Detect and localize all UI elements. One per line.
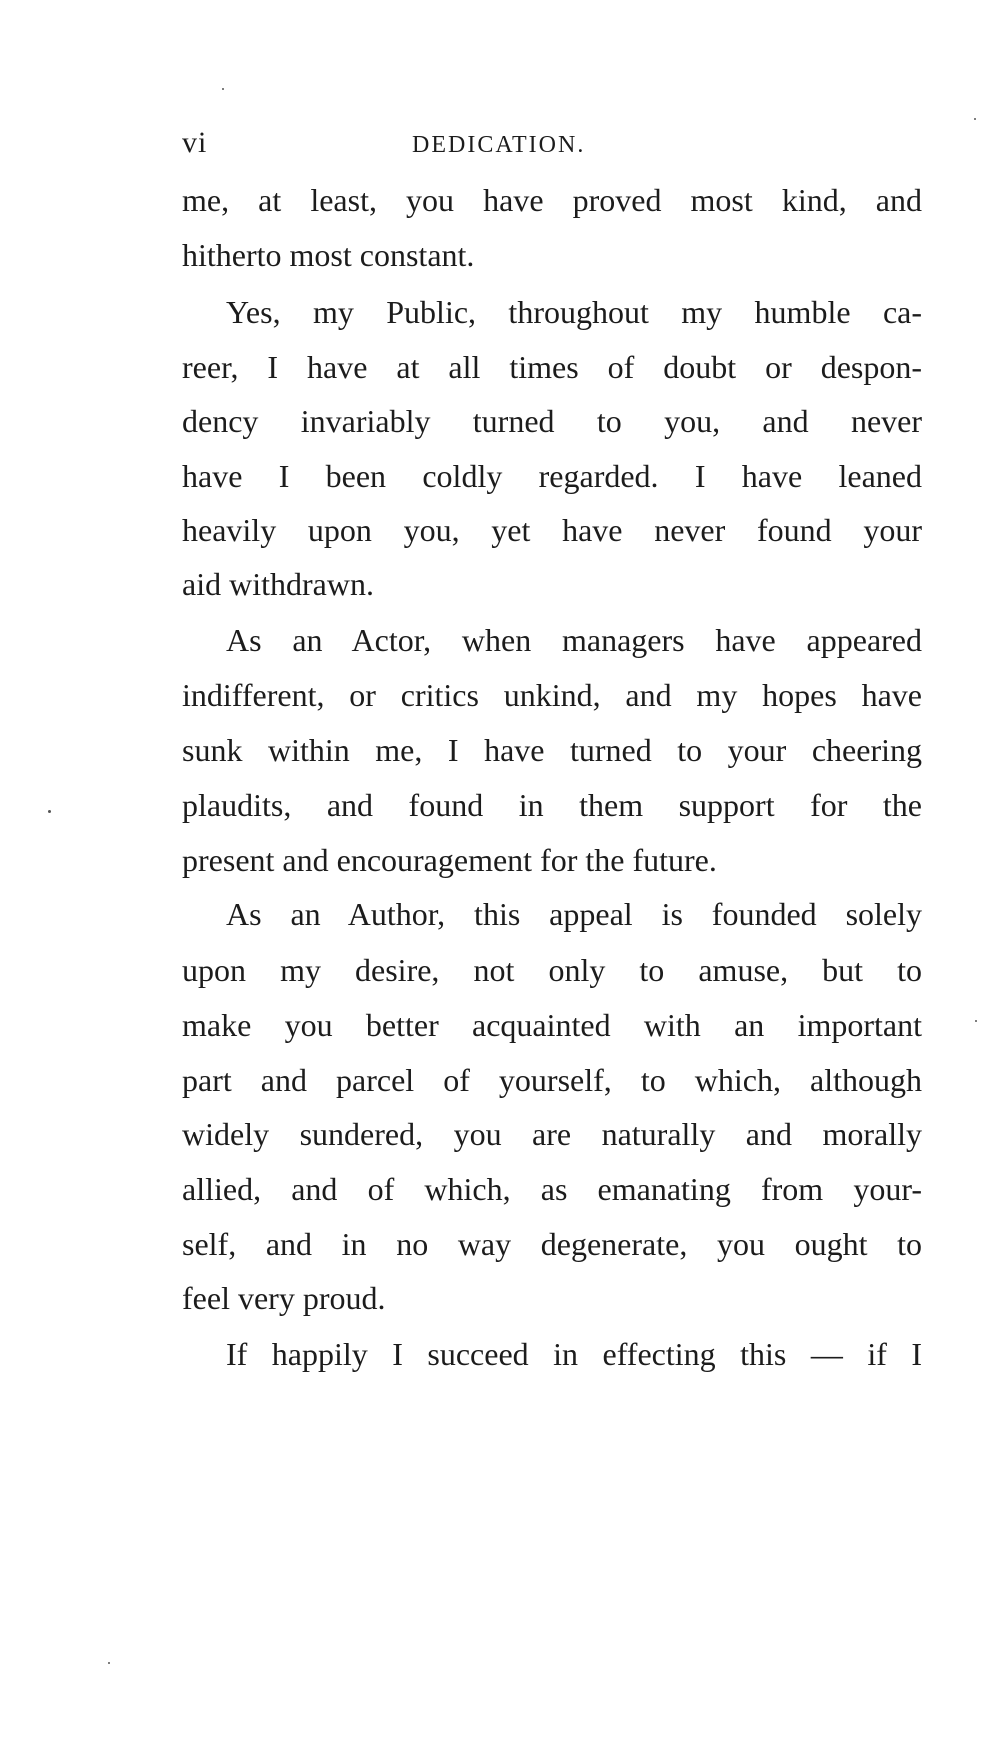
- running-header: [182, 126, 922, 166]
- text-line: allied, and of which, as emanating from your-: [182, 1171, 922, 1207]
- text-line: widely sundered, you are naturally and morally: [182, 1116, 922, 1152]
- text-line: have I been coldly regarded. I have leaned: [182, 458, 922, 494]
- paper-speck: [975, 1020, 977, 1022]
- text-line: make you better acquainted with an important: [182, 1007, 922, 1043]
- text-line: present and encouragement for the future.: [182, 842, 717, 878]
- text-line: part and parcel of yourself, to which, although: [182, 1062, 922, 1098]
- paragraph-first-line: Yes, my Public, throughout my humble ca-: [226, 294, 922, 330]
- text-line: dency invariably turned to you, and never: [182, 403, 922, 439]
- running-title: DEDICATION.: [412, 132, 586, 158]
- text-line: heavily upon you, yet have never found your: [182, 512, 922, 548]
- text-line: reer, I have at all times of doubt or despon-: [182, 349, 922, 385]
- paragraph-first-line: As an Author, this appeal is founded solely: [226, 896, 922, 932]
- page-number: vi: [182, 126, 208, 159]
- paper-speck: [222, 88, 224, 90]
- text-line: plaudits, and found in them support for the: [182, 787, 922, 823]
- text-line: me, at least, you have proved most kind, and: [182, 182, 922, 218]
- paper-speck: [48, 810, 51, 813]
- paragraph-first-line: If happily I succeed in effecting this — if I: [226, 1336, 922, 1372]
- text-line: self, and in no way degenerate, you ought to: [182, 1226, 922, 1262]
- paper-speck: [108, 1662, 110, 1664]
- paragraph-first-line: As an Actor, when managers have appeared: [226, 622, 922, 658]
- text-line: indifferent, or critics unkind, and my hopes have: [182, 677, 922, 713]
- paper-speck: [974, 118, 976, 120]
- text-line: feel very proud.: [182, 1280, 386, 1316]
- text-line: upon my desire, not only to amuse, but to: [182, 952, 922, 988]
- text-line: hitherto most constant.: [182, 237, 475, 273]
- text-line: aid withdrawn.: [182, 566, 374, 602]
- text-line: sunk within me, I have turned to your cheering: [182, 732, 922, 768]
